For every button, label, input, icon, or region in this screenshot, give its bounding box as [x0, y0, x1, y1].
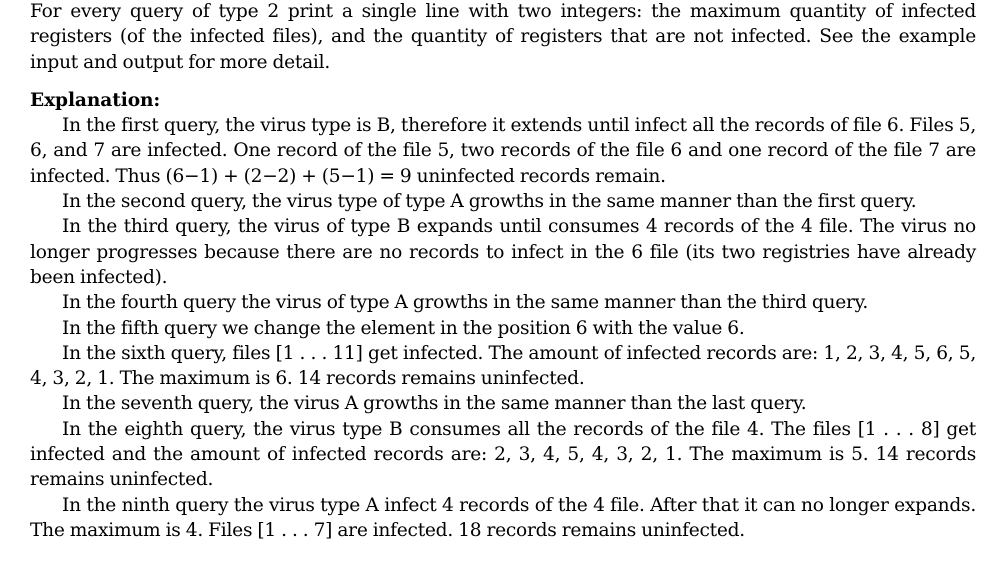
- explanation-query-5: In the fifth query we change the element in the position 6 with the value 6.: [62, 317, 745, 339]
- explanation-query-1: In the first query, the virus type is B, therefore it extends until infect all the records of file 6. Files 5, 6, and 7 are infected. One record of the file 5, two records of the file 6 and one record of the file 7 are infected. Thus (6−1) + (2−2) + (5−1) = 9 uninfected records remain.: [30, 115, 976, 187]
- explanation-query-7: In the seventh query, the virus A growths in the same manner than the last query.: [62, 393, 807, 415]
- explanation-query-2: In the second query, the virus type of type A growths in the same manner than the first query.: [62, 191, 917, 213]
- explanation-query-4: In the fourth query the virus of type A growths in the same manner than the third query.: [62, 292, 869, 314]
- explanation-query-9: In the ninth query the virus type A infect 4 records of the 4 file. After that it can no longer expands. The maximum is 4. Files [1 . . . 7] are infected. 18 records remains uninfected.: [30, 494, 976, 541]
- problem-statement-document: [30, 0, 976, 543]
- explanation-query-6: In the sixth query, files [1 . . . 11] get infected. The amount of infected records are: 1, 2, 3, 4, 5, 6, 5, 4, 3, 2, 1. The maximum is 6. 14 records remains uninfected.: [30, 342, 976, 390]
- explanation-heading: Explanation:: [30, 89, 161, 111]
- explanation-query-3: In the third query, the virus of type B expands until consumes 4 records of the 4 file. The virus no longer progresses because there are no records to infect in the 6 file (its two registries have already been infected).: [30, 216, 976, 288]
- output-description-paragraph: For every query of type 2 print a single line with two integers: the maximum quantity of infected registers (of the infected files), and the quantity of registers that are not infected. See the example input and output for more detail.: [30, 1, 976, 73]
- explanation-query-8: In the eighth query, the virus type B consumes all the records of the file 4. The files [1 . . . 8] get infected and the amount of infected records are: 2, 3, 4, 5, 4, 3, 2, 1. The maximum is 5. 14 records remains uninfected.: [30, 418, 976, 491]
